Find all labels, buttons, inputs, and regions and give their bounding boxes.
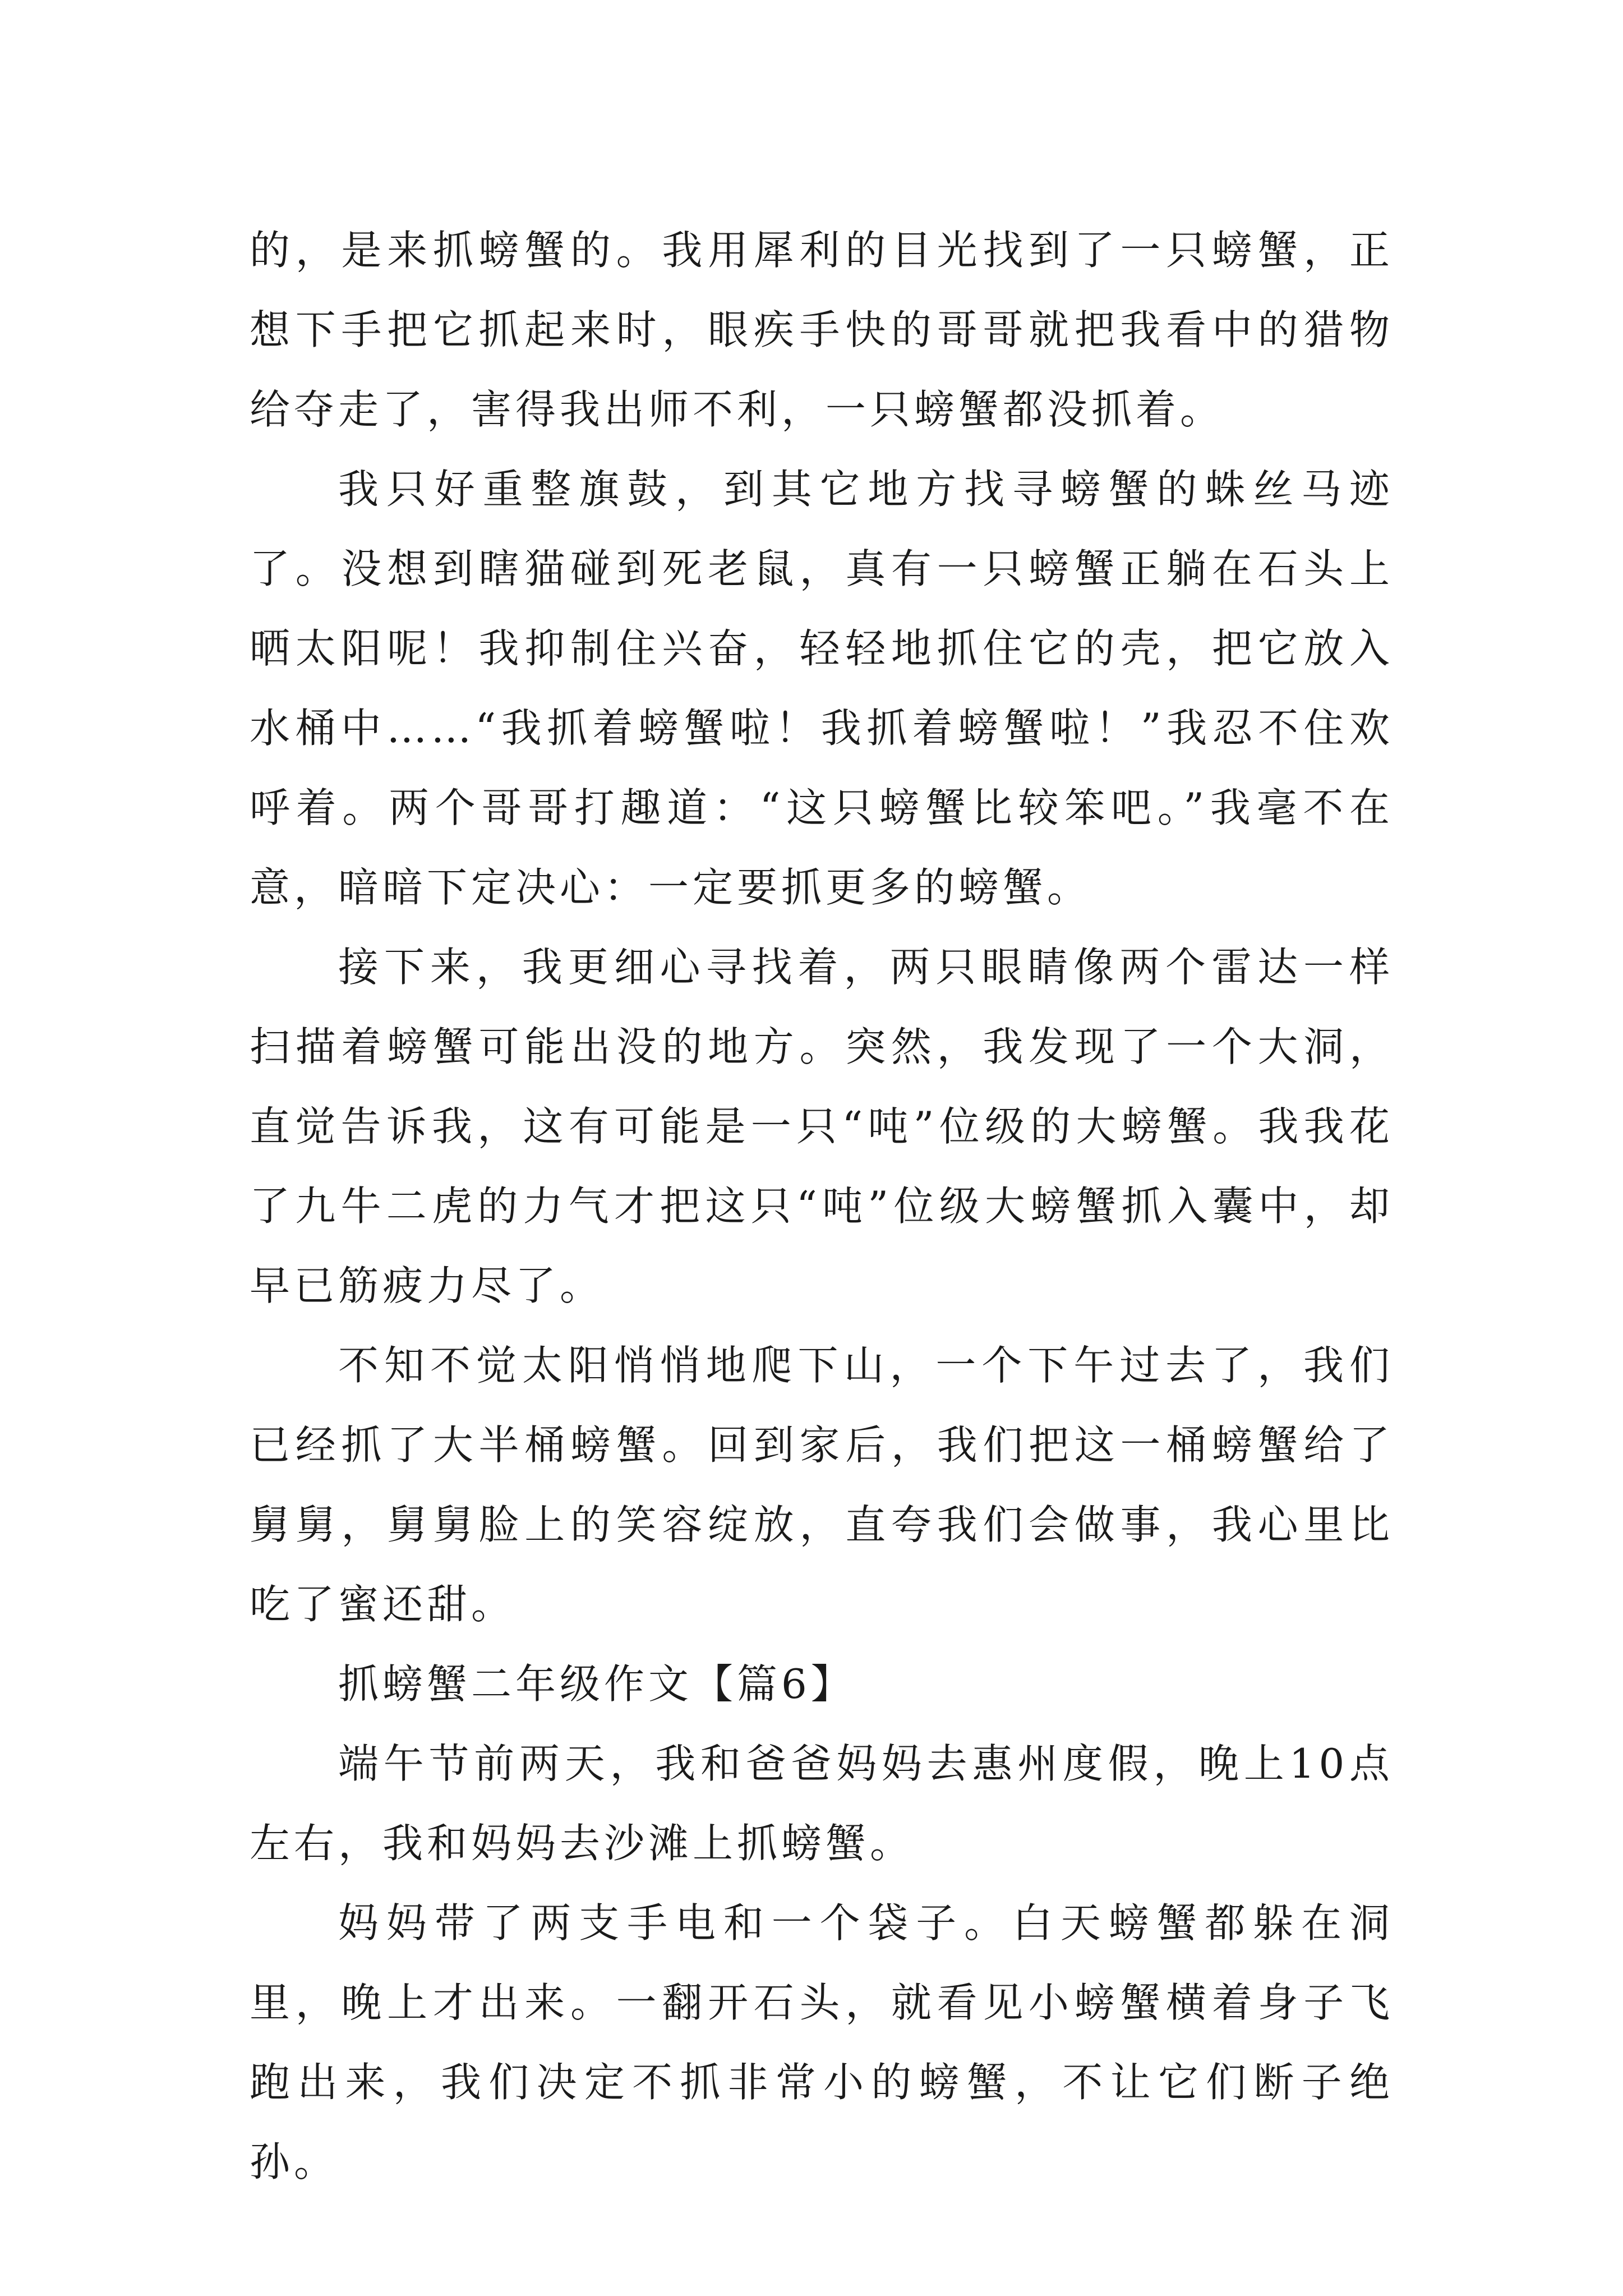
paragraph-3: 接下来，我更细心寻找着，两只眼睛像两个雷达一样扫描着螃蟹可能出没的地方。突然，我发现了一个大洞，直觉告诉我，这有可能是一只“吨”位级的大螃蟹。我我花了九牛二虎的力气才把这只“吨”位级大螃蟹抓入囊中，却早已筋疲力尽了。: [250, 944, 1394, 1309]
section-heading: 抓螃蟹二年级作文【篇6】: [338, 1660, 855, 1708]
paragraph-5: 端午节前两天，我和爸爸妈妈去惠州度假，晚上10点左右，我和妈妈去沙滩上抓螃蟹。: [250, 1740, 1394, 1867]
paragraph-1: 的，是来抓螃蟹的。我用犀利的目光找到了一只螃蟹，正想下手把它抓起来时，眼疾手快的哥哥就把我看中的猎物给夺走了，害得我出师不利，一只螃蟹都没抓着。: [250, 227, 1394, 433]
paragraph-6: 妈妈带了两支手电和一个袋子。白天螃蟹都躲在洞里，晚上才出来。一翻开石头，就看见小螃蟹横着身子飞跑出来，我们决定不抓非常小的螃蟹，不让它们断子绝孙。: [250, 1899, 1394, 2185]
paragraph-2: 我只好重整旗鼓，到其它地方找寻螃蟹的蛛丝马迹了。没想到瞎猫碰到死老鼠，真有一只螃蟹正躺在石头上晒太阳呢！我抑制住兴奋，轻轻地抓住它的壳，把它放入水桶中……“我抓着螃蟹啦！我抓着螃蟹啦！”我忍不住欢呼着。两个哥哥打趣道：“这只螃蟹比较笨吧。”我毫不在意，暗暗下定决心：一定要抓更多的螃蟹。: [250, 466, 1394, 911]
body-text: [250, 210, 1394, 2202]
paragraph-4: 不知不觉太阳悄悄地爬下山，一个下午过去了，我们已经抓了大半桶螃蟹。回到家后，我们把这一桶螃蟹给了舅舅，舅舅脸上的笑容绽放，直夸我们会做事，我心里比吃了蜜还甜。: [250, 1342, 1394, 1628]
